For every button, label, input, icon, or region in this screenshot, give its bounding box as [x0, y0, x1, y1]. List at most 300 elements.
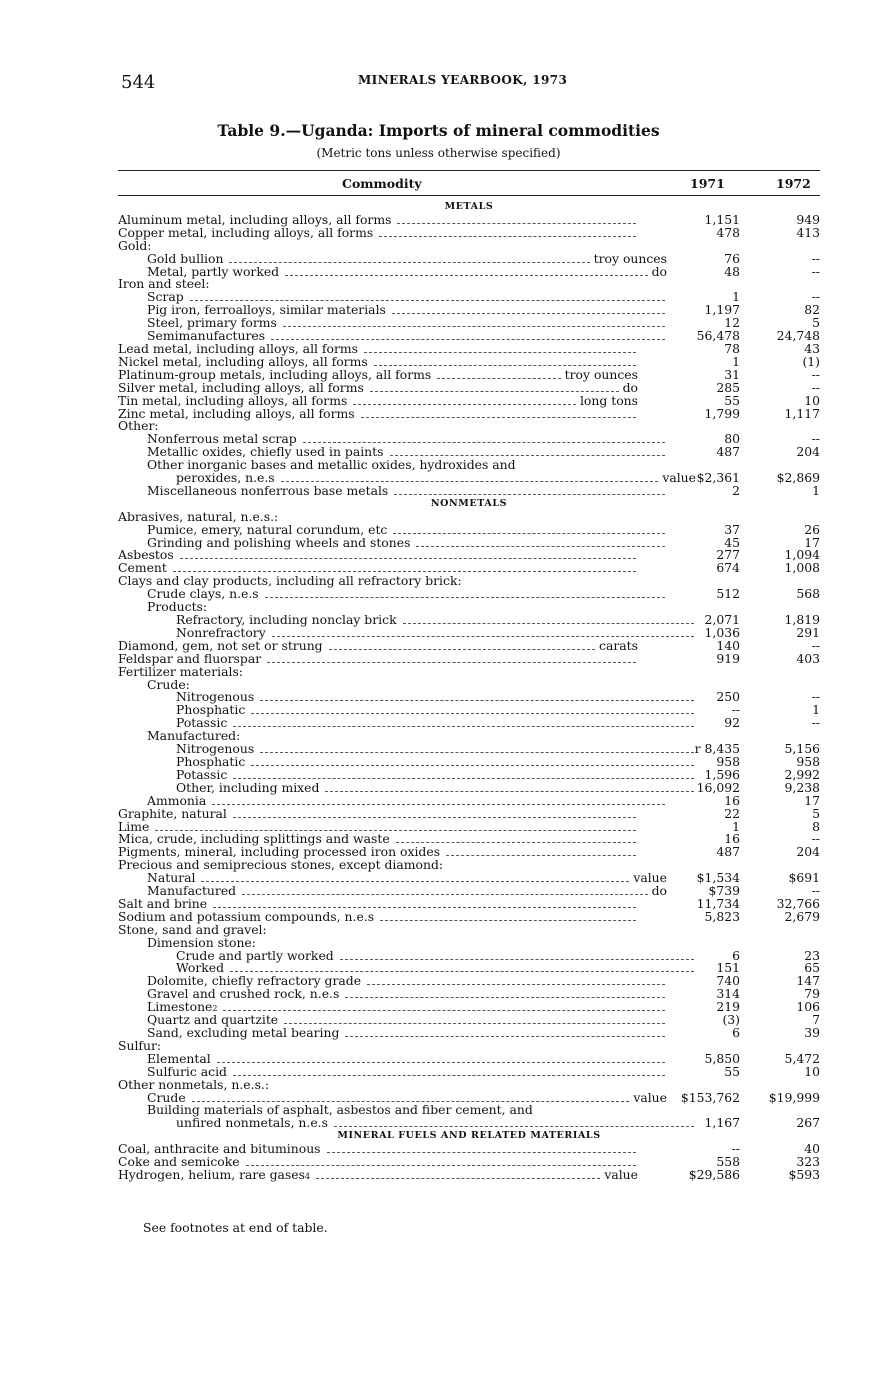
table-row	[118, 420, 820, 433]
row-label	[118, 214, 640, 227]
commodity-name: unfired nonmetals, n.e.s	[176, 1117, 328, 1131]
leader-dots	[233, 778, 694, 779]
value-1972: 5,472	[784, 1050, 820, 1066]
value-1972: 1,819	[784, 612, 820, 627]
table-row	[118, 224, 820, 240]
value-1971: 55	[724, 1063, 740, 1079]
row-label	[118, 330, 669, 343]
table-row	[118, 521, 820, 537]
commodity-name: Tin metal, including alloys, all forms	[118, 394, 348, 408]
leader-dots	[223, 1010, 665, 1011]
value-1972: --	[811, 689, 820, 705]
value-1971: 1,036	[704, 624, 740, 640]
value-1972: 5,156	[784, 741, 820, 757]
row-label	[118, 821, 640, 834]
value-1972: --	[811, 883, 820, 899]
commodity-name: Lime	[118, 820, 150, 834]
value-1971: (3)	[722, 1012, 740, 1028]
value-1972: 291	[796, 624, 820, 640]
commodity-name: Other nonmetals, n.e.s.:	[118, 1078, 270, 1092]
row-label	[118, 459, 669, 472]
commodity-name: Gravel and crushed rock, n.e.s	[147, 988, 340, 1002]
row-label	[118, 1027, 669, 1040]
commodity-name: Building materials of asphalt, asbestos and fiber cement, and	[147, 1104, 533, 1118]
unit-label: carats	[599, 639, 638, 653]
value-1971: 31	[724, 366, 740, 382]
commodity-name: Precious and semiprecious stones, except diamond:	[118, 859, 444, 873]
leader-dots	[329, 649, 595, 650]
commodity-name: Semimanufactures	[147, 330, 266, 344]
unit-label: do	[651, 885, 667, 899]
commodity-name: Dimension stone:	[147, 936, 256, 950]
row-label	[118, 962, 698, 975]
table-row	[118, 779, 820, 795]
row-label	[118, 356, 640, 369]
row-label	[118, 756, 698, 769]
value-1972: 204	[796, 444, 820, 460]
unit-label: long tons	[579, 394, 638, 408]
commodity-name: Scrap	[147, 291, 184, 305]
value-1971: 140	[716, 637, 740, 653]
value-1972: 9,238	[784, 779, 820, 795]
leader-dots	[251, 765, 694, 766]
value-1971: 6	[732, 947, 740, 963]
leader-dots	[267, 662, 636, 663]
commodity-name: Pigments, mineral, including processed iron oxides	[118, 846, 441, 860]
table-row	[118, 666, 820, 679]
table-row	[118, 833, 820, 846]
value-1971: 80	[724, 431, 740, 447]
table-title: Table 9.—Uganda: Imports of mineral commodities	[217, 121, 660, 140]
value-1971: 478	[716, 224, 740, 240]
leader-dots	[416, 546, 665, 547]
value-1972: 10	[804, 1063, 820, 1079]
row-label	[118, 1014, 669, 1027]
row-label	[118, 640, 640, 653]
row-label	[118, 588, 669, 601]
commodity-name: Clays and clay products, including all refractory brick:	[118, 575, 462, 589]
table-row	[118, 340, 820, 356]
commodity-name: Aluminum metal, including alloys, all forms	[118, 213, 392, 227]
table-row	[118, 937, 820, 950]
value-1971: 22	[724, 805, 740, 821]
row-label	[118, 549, 640, 562]
row-label	[118, 227, 640, 240]
commodity-name: Phosphatic	[176, 755, 246, 769]
value-1971: 76	[724, 250, 740, 266]
table-row	[118, 211, 820, 227]
table-row	[118, 263, 820, 279]
value-1972: 43	[804, 340, 820, 356]
commodity-name: Iron and steel:	[118, 278, 210, 292]
header-rule	[118, 195, 820, 196]
value-1971: 1	[732, 289, 740, 305]
leader-dots	[316, 1178, 600, 1179]
row-label	[118, 472, 698, 485]
row-label	[118, 369, 640, 382]
value-1972: $593	[788, 1166, 820, 1182]
value-1971: 277	[716, 547, 740, 563]
value-1971: 487	[716, 844, 740, 860]
row-label	[118, 485, 669, 498]
unit-label: value	[633, 1091, 667, 1105]
value-1971: 48	[724, 263, 740, 279]
leader-dots	[334, 1126, 694, 1127]
column-header-commodity: Commodity	[342, 176, 422, 191]
leader-dots	[233, 726, 694, 727]
table-row	[118, 704, 820, 717]
row-label	[118, 395, 640, 408]
leader-dots	[353, 404, 576, 405]
table-row	[118, 366, 820, 382]
leader-dots	[285, 275, 647, 276]
table-row	[118, 511, 820, 524]
row-label	[118, 562, 640, 575]
row-label	[118, 537, 669, 550]
row-label	[118, 1040, 640, 1053]
value-1972: 82	[804, 302, 820, 318]
table-row	[118, 304, 820, 317]
commodity-name: Sulfur:	[118, 1039, 162, 1053]
running-head: MINERALS YEARBOOK, 1973	[358, 73, 568, 87]
value-1971: 6	[732, 1025, 740, 1040]
value-1971: 12	[724, 315, 740, 331]
leader-dots	[217, 1062, 665, 1063]
page-number: 544	[121, 72, 156, 93]
leader-dots	[340, 959, 694, 960]
column-header-1972: 1972	[776, 176, 811, 191]
leader-dots	[325, 791, 694, 792]
value-1971: --	[731, 702, 740, 718]
unit-label: do	[622, 381, 638, 395]
row-label	[118, 1079, 640, 1092]
row-label	[118, 1066, 669, 1079]
table-row	[118, 1014, 820, 1027]
value-1971: 2	[732, 482, 740, 498]
commodity-name: Natural	[147, 872, 196, 886]
value-1971: 1,151	[704, 211, 740, 227]
commodity-name: Other, including mixed	[176, 781, 320, 795]
row-label	[118, 653, 640, 666]
commodity-name: Metallic oxides, chiefly used in paints	[147, 446, 384, 460]
commodity-name: Pumice, emery, natural corundum, etc	[147, 523, 388, 537]
commodity-name: Grinding and polishing wheels and stones	[147, 536, 411, 550]
row-label	[118, 937, 669, 950]
table-row	[118, 353, 820, 369]
value-1972: 958	[796, 753, 820, 769]
value-1971: 16	[724, 792, 740, 808]
leader-dots	[271, 339, 665, 340]
value-1971: 740	[716, 973, 740, 989]
leader-dots	[394, 494, 665, 495]
commodity-name: Copper metal, including alloys, all forms	[118, 226, 374, 240]
table-row	[118, 962, 820, 975]
value-1972: --	[811, 715, 820, 731]
row-label	[118, 808, 640, 821]
row-label	[118, 291, 669, 304]
value-1972: 2,679	[784, 908, 820, 924]
commodity-name: Miscellaneous nonferrous base metals	[147, 484, 389, 498]
commodity-name: Feldspar and fluorspar	[118, 652, 262, 666]
value-1972: --	[811, 431, 820, 447]
row-label: Hydrogen, helium, rare gases 4 value	[118, 1168, 638, 1182]
value-1972: 17	[804, 792, 820, 808]
value-1971: 1,596	[704, 766, 740, 782]
commodity-name: Diamond, gem, not set or strung	[118, 639, 323, 653]
leader-dots	[173, 571, 636, 572]
table-row	[118, 1089, 820, 1105]
table-row	[118, 1027, 820, 1040]
row-label	[118, 911, 640, 924]
commodity-name: Manufactured:	[147, 730, 241, 744]
value-1972: --	[811, 366, 820, 382]
value-1972: $691	[788, 870, 820, 886]
commodity-name: Sulfuric acid	[147, 1065, 227, 1079]
row-label	[118, 304, 669, 317]
table-row	[118, 805, 820, 821]
value-1971: --	[731, 1141, 740, 1157]
leader-dots	[392, 313, 665, 314]
value-1972: 8	[812, 818, 820, 834]
table-row	[118, 743, 820, 756]
leader-dots	[233, 1075, 665, 1076]
leader-dots	[260, 752, 694, 753]
table-row	[118, 433, 820, 446]
leader-dots	[260, 700, 694, 701]
row-label	[118, 743, 698, 756]
leader-dots	[230, 971, 694, 972]
commodity-name: Asbestos	[118, 549, 174, 563]
value-1972: 568	[796, 586, 820, 602]
unit-label: do	[651, 265, 667, 279]
value-1972: --	[811, 289, 820, 305]
commodity-name: Cement	[118, 562, 167, 576]
commodity-name: Sand, excluding metal bearing	[147, 1027, 340, 1040]
commodity-name: Ammonia	[147, 794, 207, 808]
leader-dots	[251, 713, 694, 714]
table-row	[118, 792, 820, 808]
leader-dots	[345, 997, 665, 998]
table-row	[118, 908, 820, 924]
commodity-name: Limestone	[147, 1001, 213, 1015]
commodity-name: Nitrogenous	[176, 691, 255, 705]
row-label	[118, 253, 669, 266]
commodity-name: Mica, crude, including splittings and waste	[118, 833, 390, 847]
section-heading	[118, 498, 820, 511]
value-1972: 7	[812, 1012, 820, 1028]
leader-dots	[379, 236, 636, 237]
table-row	[118, 278, 820, 291]
value-1972: --	[811, 250, 820, 266]
row-label	[118, 950, 698, 963]
value-1972: 323	[796, 1154, 820, 1170]
commodity-name: Other inorganic bases and metallic oxides, hydroxides and	[147, 459, 516, 473]
row-label	[118, 1143, 640, 1156]
commodity-name: Graphite, natural	[118, 807, 227, 821]
value-1971: r 8,435	[694, 741, 740, 757]
commodity-name: Hydrogen, helium, rare gases	[118, 1168, 305, 1182]
value-1972: 26	[804, 521, 820, 537]
row-label: Limestone 2	[118, 1001, 669, 1014]
table-row	[118, 588, 820, 601]
row-label	[118, 691, 698, 704]
value-1972: 1	[812, 702, 820, 718]
table-row	[118, 1117, 820, 1130]
row-label	[118, 1156, 640, 1169]
commodity-name: peroxides, n.e.s	[176, 472, 275, 486]
value-1971: 314	[716, 986, 740, 1002]
row-label	[118, 575, 640, 588]
leader-dots	[345, 1036, 665, 1037]
value-1971: 487	[716, 444, 740, 460]
value-1971: 55	[724, 392, 740, 408]
table-row	[118, 549, 820, 562]
row-label	[118, 730, 669, 743]
row-label	[118, 614, 698, 627]
value-1972: 17	[804, 534, 820, 550]
commodity-name: Silver metal, including alloys, all forms	[118, 381, 364, 395]
table-row	[118, 446, 820, 459]
row-label	[118, 446, 669, 459]
row-label	[118, 1104, 669, 1117]
leader-dots	[212, 804, 665, 805]
row-label	[118, 1053, 669, 1066]
value-1971: 56,478	[696, 328, 740, 344]
value-1971: 1	[732, 818, 740, 834]
commodity-name: Nickel metal, including alloys, all forms	[118, 355, 368, 369]
commodity-name: Stone, sand and gravel:	[118, 923, 267, 937]
table-row	[118, 624, 820, 640]
leader-dots	[327, 1152, 636, 1153]
value-1971: 250	[716, 689, 740, 705]
footnote: See footnotes at end of table.	[143, 1220, 328, 1235]
commodity-name: Quartz and quartzite	[147, 1014, 279, 1028]
value-1971: 92	[724, 715, 740, 731]
value-1971: 1,197	[704, 302, 740, 318]
column-header-1971: 1971	[690, 176, 725, 191]
row-label	[118, 769, 698, 782]
commodity-name: Steel, primary forms	[147, 317, 277, 331]
table-row	[118, 472, 820, 485]
value-1972: 32,766	[776, 895, 820, 911]
value-1972: 949	[796, 211, 820, 227]
table-row	[118, 1166, 820, 1182]
table-row	[118, 240, 820, 253]
table-row	[118, 975, 820, 988]
commodity-name: Phosphatic	[176, 704, 246, 718]
table-row	[118, 947, 820, 963]
value-1971: $739	[708, 883, 740, 899]
value-1971: 1	[732, 353, 740, 369]
top-rule	[118, 170, 820, 171]
value-1971: 151	[716, 960, 740, 976]
value-1972: 40	[804, 1141, 820, 1157]
value-1972: 5	[812, 315, 820, 331]
commodity-name: Nonferrous metal scrap	[147, 433, 297, 447]
row-label	[118, 717, 698, 730]
value-1972: 413	[796, 224, 820, 240]
commodity-name: Worked	[176, 962, 225, 976]
commodity-name: Crude	[147, 1091, 186, 1105]
table-row	[118, 924, 820, 937]
value-1971: 45	[724, 534, 740, 550]
commodity-name: Other:	[118, 420, 159, 434]
row-label	[118, 524, 669, 537]
leader-dots	[364, 352, 636, 353]
row-label	[118, 1092, 669, 1105]
commodity-name: Metal, partly worked	[147, 265, 280, 279]
value-1971: 16	[724, 831, 740, 847]
leader-dots	[233, 817, 636, 818]
value-1972: $19,999	[768, 1089, 820, 1105]
value-1972: 10	[804, 392, 820, 408]
section-heading-text: MINERAL FUELS AND RELATED MATERIALS	[337, 1130, 601, 1142]
table-subtitle: (Metric tons unless otherwise specified)	[316, 146, 561, 160]
value-1972: 204	[796, 844, 820, 860]
commodity-name: Salt and brine	[118, 897, 208, 911]
row-label	[118, 240, 640, 253]
section-heading-text: METALS	[444, 201, 494, 212]
commodity-name: Crude:	[147, 678, 190, 692]
row-label	[118, 382, 640, 395]
commodity-name: Pig iron, ferroalloys, similar materials	[147, 304, 386, 318]
row-label	[118, 1117, 698, 1130]
value-1972: 106	[796, 999, 820, 1015]
leader-dots	[190, 300, 665, 301]
leader-dots	[361, 417, 636, 418]
commodity-name: Crude and partly worked	[176, 949, 334, 963]
row-label	[118, 666, 640, 679]
table-row	[118, 250, 820, 266]
table-row	[118, 1001, 820, 1014]
value-1971: 512	[716, 586, 740, 602]
value-1971: 5,850	[704, 1050, 740, 1066]
row-label	[118, 885, 669, 898]
value-1971: 37	[724, 521, 740, 537]
commodity-name: Manufactured	[147, 885, 237, 899]
leader-dots	[390, 455, 665, 456]
value-1972: (1)	[802, 353, 820, 369]
table-row	[118, 330, 820, 343]
table-row	[118, 679, 820, 692]
table-row	[118, 846, 820, 859]
unit-label: value	[633, 872, 667, 886]
leader-dots	[272, 636, 694, 637]
value-1971: 1,799	[704, 405, 740, 421]
value-1971: 919	[716, 650, 740, 666]
commodity-name: Dolomite, chiefly refractory grade	[147, 975, 362, 989]
row-label	[118, 433, 669, 446]
commodity-name: Refractory, including nonclay brick	[176, 614, 397, 627]
value-1971: 78	[724, 340, 740, 356]
commodity-name: Gold bullion	[147, 252, 224, 266]
table-body	[118, 201, 820, 1182]
table-row	[118, 691, 820, 704]
commodity-name: Coke and semicoke	[118, 1156, 240, 1170]
table-row	[118, 534, 820, 550]
value-1971: $2,361	[696, 470, 740, 486]
value-1971: 558	[716, 1154, 740, 1170]
value-1971: $153,762	[680, 1089, 740, 1105]
leader-dots	[397, 223, 636, 224]
row-label	[118, 679, 669, 692]
value-1971: 5,823	[704, 908, 740, 924]
row-label	[118, 317, 669, 330]
commodity-name: Crude clays, n.e.s	[147, 588, 259, 602]
value-1972: 2,992	[784, 766, 820, 782]
value-1971: 2,071	[704, 612, 740, 627]
row-label	[118, 278, 640, 291]
